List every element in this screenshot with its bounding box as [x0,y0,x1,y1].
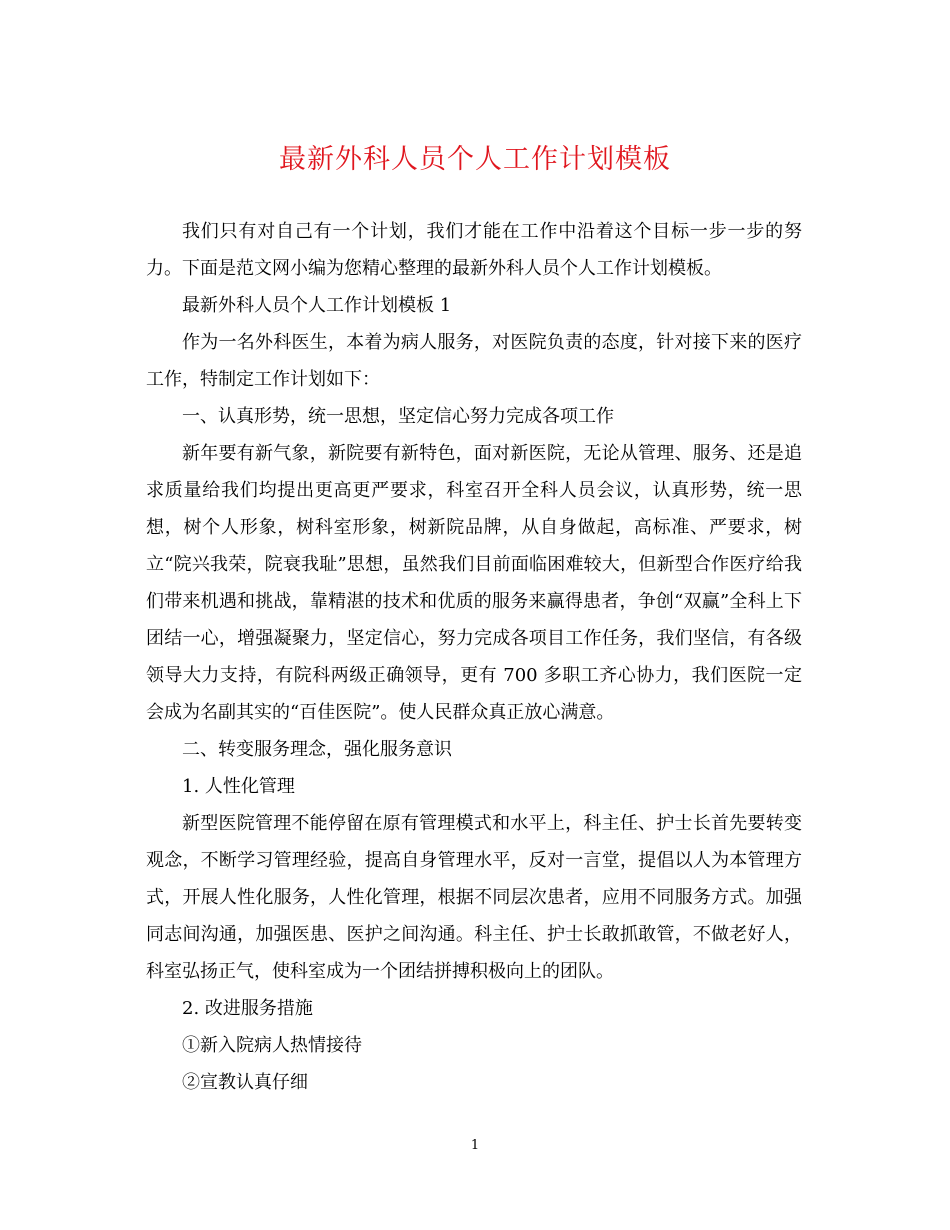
document-title: 最新外科人员个人工作计划模板 [279,144,671,175]
paragraph-section-1: 新年要有新气象，新院要有新特色，面对新医院，无论从管理、服务、还是追求质量给我们均提出更高更严要求，科室召开全科人员会议，认真形势，统一思想，树个人形象，树科室形象，树新院品牌，从自身做起，高标准、严要求，树立“院兴我荣，院衰我耻”思想，虽然我们目前面临困难较大，但新型合作医疗给我们带来机遇和挑战，靠精湛的技术和优质的服务来赢得患者，争创“双赢”全科上下团结一心，增强凝聚力，坚定信心，努力完成各项目工作任务，我们坚信，有各级领导大力支持，有院科两级正确领导，更有 700 多职工齐心协力，我们医院一定会成为名副其实的“百佳医院”。使人民群众真正放心满意。 [146,443,802,723]
paragraph-template-heading: 最新外科人员个人工作计划模板 1 [182,295,452,316]
document-body [146,213,802,1101]
section-heading-2: 二、转变服务理念，强化服务意识 [182,739,452,760]
section-heading-1: 一、认真形势，统一思想，坚定信心努力完成各项工作 [182,406,614,427]
page-number: 1 [470,1138,480,1153]
paragraph-humanized-management: 新型医院管理不能停留在原有管理模式和水平上，科主任、护士长首先要转变观念，不断学习管理经验，提高自身管理水平，反对一言堂，提倡以人为本管理方式，开展人性化服务，人性化管理，根据不同层次患者，应用不同服务方式。加强同志间沟通，加强医患、医护之间沟通。科主任、护士长敢抓敢管，不做老好人，科室弘扬正气，使科室成为一个团结拼搏积极向上的团队。 [146,813,802,982]
list-item-2: ②宣教认真仔细 [182,1072,308,1093]
paragraph-preface: 作为一名外科医生，本着为病人服务，对医院负责的态度，针对接下来的医疗工作，特制定工作计划如下： [146,332,802,390]
subsection-heading-1: 1. 人性化管理 [182,776,295,797]
paragraph-intro: 我们只有对自己有一个计划，我们才能在工作中沿着这个目标一步一步的努力。下面是范文网小编为您精心整理的最新外科人员个人工作计划模板。 [146,221,802,279]
subsection-heading-2: 2. 改进服务措施 [182,998,313,1019]
list-item-1: ①新入院病人热情接待 [182,1035,362,1056]
